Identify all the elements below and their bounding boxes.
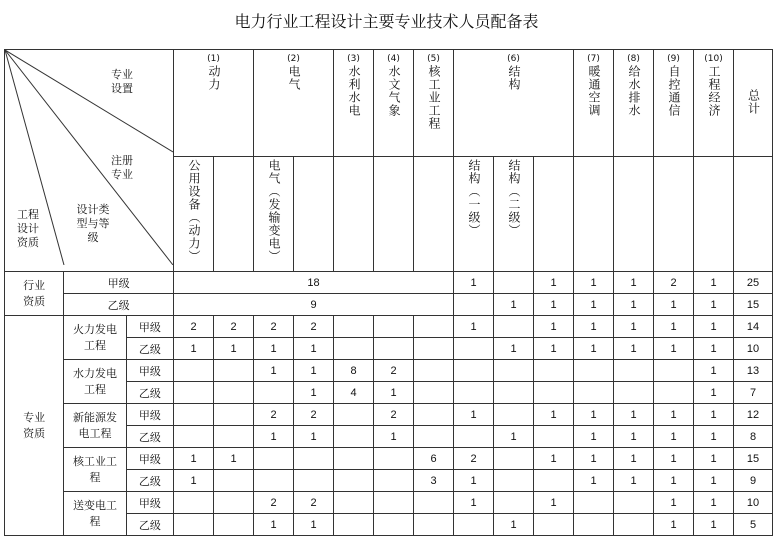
subheader-empty: [414, 157, 454, 272]
registered-specialty-label: 注册专业: [111, 154, 133, 181]
value-cell: 1: [454, 404, 494, 426]
value-cell: 1: [574, 470, 614, 492]
project-type-label: 送变电工程: [64, 492, 126, 536]
value-cell: 1: [174, 448, 214, 470]
corner-header-cell: [5, 50, 174, 272]
value-cell: 1: [374, 382, 414, 404]
value-cell: 1: [174, 470, 214, 492]
value-cell: 1: [654, 514, 694, 536]
value-cell: 1: [654, 448, 694, 470]
subheader-empty: [574, 157, 614, 272]
value-cell: 1: [534, 338, 574, 360]
value-cell: [374, 514, 414, 536]
value-cell: [654, 360, 694, 382]
grade-label: 乙级: [126, 470, 173, 492]
value-cell: 1: [254, 338, 294, 360]
value-cell: [494, 492, 534, 514]
value-cell: [454, 338, 494, 360]
value-cell: [214, 470, 254, 492]
value-cell: 1: [614, 338, 654, 360]
value-cell: 8: [334, 360, 374, 382]
value-cell: 2: [294, 316, 334, 338]
value-cell: 1: [454, 470, 494, 492]
value-cell: 1: [694, 448, 734, 470]
value-cell: [334, 338, 374, 360]
value-cell: 1: [614, 404, 654, 426]
subheader-empty: [374, 157, 414, 272]
value-cell: [374, 470, 414, 492]
value-cell: 1: [534, 492, 574, 514]
value-cell: [654, 382, 694, 404]
value-cell: 2: [294, 404, 334, 426]
value-cell: [414, 316, 454, 338]
page-title: 电力行业工程设计主要专业技术人员配备表: [234, 12, 539, 31]
value-cell: [574, 492, 614, 514]
value-cell: [534, 360, 574, 382]
group-header-control: (9) 自控通信: [654, 50, 694, 157]
subheader-power-public: 公用设备（动力）: [174, 157, 214, 272]
value-cell: 13: [734, 360, 773, 382]
value-cell: 2: [374, 360, 414, 382]
value-cell: 1: [694, 514, 734, 536]
value-cell: [214, 382, 254, 404]
value-cell: 1: [694, 294, 734, 316]
value-cell: 1: [534, 272, 574, 294]
value-cell: 1: [694, 404, 734, 426]
value-cell: 1: [494, 294, 534, 316]
value-cell: [614, 360, 654, 382]
project-type-label: 火力发电工程: [64, 316, 126, 360]
value-cell: 1: [654, 404, 694, 426]
grade-label: 甲级: [126, 448, 173, 470]
value-cell: 1: [294, 426, 334, 448]
subheader-empty: [334, 157, 374, 272]
value-cell: 1: [214, 448, 254, 470]
value-cell: [534, 426, 574, 448]
subheader-electrical-gen: 电气（发输变电）: [254, 157, 294, 272]
value-cell: 2: [374, 404, 414, 426]
table-row: [5, 360, 773, 382]
value-cell: 1: [574, 448, 614, 470]
value-cell: 2: [294, 492, 334, 514]
value-cell: [614, 514, 654, 536]
value-cell: 1: [694, 272, 734, 294]
value-cell: [254, 448, 294, 470]
group-header-hvac: (7) 暖通空调: [574, 50, 614, 157]
value-cell: [334, 514, 374, 536]
value-cell: 1: [214, 338, 254, 360]
value-cell: 1: [614, 470, 654, 492]
value-cell: 1: [574, 426, 614, 448]
value-cell: [174, 426, 214, 448]
value-cell: [534, 382, 574, 404]
grade-label: 甲级: [126, 360, 173, 382]
value-cell: [334, 470, 374, 492]
value-cell: [494, 404, 534, 426]
value-cell: [454, 382, 494, 404]
value-cell: 1: [174, 338, 214, 360]
subheader-empty: [614, 157, 654, 272]
grade-label: 乙级: [126, 426, 173, 448]
value-cell: [214, 514, 254, 536]
value-cell: 2: [254, 492, 294, 514]
grade-label: 甲级: [126, 404, 173, 426]
value-cell: 1: [694, 426, 734, 448]
value-cell: 1: [454, 316, 494, 338]
value-cell: [374, 448, 414, 470]
value-cell: [534, 470, 574, 492]
value-cell: [574, 360, 614, 382]
value-cell: 10: [734, 338, 773, 360]
project-type-label: 核工业工程: [64, 448, 126, 492]
value-cell: 2: [214, 316, 254, 338]
value-cell: 1: [254, 426, 294, 448]
value-cell: [454, 360, 494, 382]
table-row: [5, 448, 773, 470]
value-cell: 1: [694, 360, 734, 382]
value-cell: [414, 426, 454, 448]
value-cell: [174, 514, 214, 536]
value-cell: [334, 316, 374, 338]
value-cell: 1: [454, 272, 494, 294]
value-cell: 1: [534, 316, 574, 338]
value-cell: 7: [734, 382, 773, 404]
subheader-empty: [294, 157, 334, 272]
value-cell: [534, 514, 574, 536]
value-cell: [214, 492, 254, 514]
value-cell: [414, 360, 454, 382]
value-cell: [334, 426, 374, 448]
value-cell: 1: [494, 426, 534, 448]
value-cell: 1: [294, 382, 334, 404]
value-cell: [614, 492, 654, 514]
value-cell: [494, 316, 534, 338]
value-cell: [254, 470, 294, 492]
value-cell: 1: [454, 492, 494, 514]
value-cell: [494, 470, 534, 492]
table-row: [5, 404, 773, 426]
value-cell: [494, 272, 534, 294]
project-type-label: 新能源发电工程: [64, 404, 126, 448]
value-cell: [174, 492, 214, 514]
value-cell: 1: [654, 492, 694, 514]
subheader-empty: [214, 157, 254, 272]
value-cell: 6: [414, 448, 454, 470]
value-cell: [414, 338, 454, 360]
value-cell: 5: [734, 514, 773, 536]
value-cell: [414, 382, 454, 404]
value-cell: 1: [654, 294, 694, 316]
design-type-grade-label: 设计类型与等级: [76, 203, 110, 244]
specialty-qualification-label: 专业资质: [5, 316, 64, 536]
value-cell: 9: [734, 470, 773, 492]
value-cell: 1: [494, 338, 534, 360]
value-cell: [214, 360, 254, 382]
grade-label: 甲级: [126, 492, 173, 514]
value-cell: 4: [334, 382, 374, 404]
value-cell: 1: [254, 360, 294, 382]
value-cell: 1: [614, 316, 654, 338]
grade-label: 乙级: [126, 382, 173, 404]
qualification-label: 工程设计资质: [17, 208, 39, 249]
value-cell: [174, 360, 214, 382]
value-cell: 1: [614, 294, 654, 316]
subheader-empty: [654, 157, 694, 272]
value-cell: 25: [734, 272, 773, 294]
group-header-structure: (6) 结构: [454, 50, 574, 157]
value-cell: 2: [254, 316, 294, 338]
subheader-empty: [694, 157, 734, 272]
table-row: [5, 272, 773, 294]
value-cell: 1: [534, 294, 574, 316]
value-cell: 1: [374, 426, 414, 448]
group-header-electrical: (2) 电气: [254, 50, 334, 157]
table-row: [5, 492, 773, 514]
group-header-nuclear: (5) 核工业工程: [414, 50, 454, 157]
value-cell: 2: [254, 404, 294, 426]
subheader-structure-1: 结构（一级）: [454, 157, 494, 272]
value-cell: 1: [694, 338, 734, 360]
table-row: [5, 316, 773, 338]
value-cell: 1: [654, 316, 694, 338]
value-cell: 1: [574, 338, 614, 360]
value-cell: [494, 360, 534, 382]
group-header-power: (1) 动力: [174, 50, 254, 157]
value-cell: 1: [694, 492, 734, 514]
value-cell: [374, 492, 414, 514]
value-cell: 1: [574, 272, 614, 294]
value-cell: 1: [694, 382, 734, 404]
value-cell: [454, 294, 494, 316]
value-cell: [174, 382, 214, 404]
grade-label: 甲级: [64, 272, 174, 294]
value-cell: 1: [294, 360, 334, 382]
value-cell: 1: [494, 514, 534, 536]
subheader-empty: [534, 157, 574, 272]
value-cell: [334, 492, 374, 514]
value-cell: [294, 470, 334, 492]
value-cell: [454, 426, 494, 448]
value-cell: [614, 382, 654, 404]
value-cell: [214, 404, 254, 426]
value-cell: 1: [654, 470, 694, 492]
group-header-hydro: (3) 水利水电: [334, 50, 374, 157]
value-cell: 1: [534, 404, 574, 426]
value-cell: [254, 382, 294, 404]
value-cell: 1: [694, 316, 734, 338]
table-row: [5, 294, 773, 316]
value-cell: 1: [694, 470, 734, 492]
industry-qualification-label: 行业资质: [5, 272, 64, 316]
merged-value-cell: 18: [174, 272, 454, 294]
value-cell: 14: [734, 316, 773, 338]
merged-value-cell: 9: [174, 294, 454, 316]
value-cell: 1: [574, 404, 614, 426]
value-cell: [174, 404, 214, 426]
grade-label: 甲级: [126, 316, 173, 338]
value-cell: 2: [174, 316, 214, 338]
value-cell: 1: [254, 514, 294, 536]
value-cell: 1: [614, 272, 654, 294]
value-cell: [414, 492, 454, 514]
value-cell: [334, 448, 374, 470]
value-cell: [414, 514, 454, 536]
value-cell: 2: [654, 272, 694, 294]
specialty-setting-label: 专业设置: [111, 68, 133, 95]
project-type-label: 水力发电工程: [64, 360, 126, 404]
value-cell: [414, 404, 454, 426]
subheader-structure-2: 结构（二级）: [494, 157, 534, 272]
value-cell: 1: [614, 426, 654, 448]
group-header-water: (8) 给水排水: [614, 50, 654, 157]
value-cell: 8: [734, 426, 773, 448]
value-cell: [334, 404, 374, 426]
value-cell: 3: [414, 470, 454, 492]
value-cell: [214, 426, 254, 448]
value-cell: [374, 316, 414, 338]
value-cell: 2: [454, 448, 494, 470]
value-cell: 1: [534, 448, 574, 470]
group-header-total: 总计: [734, 50, 773, 157]
value-cell: 1: [574, 316, 614, 338]
value-cell: 1: [654, 338, 694, 360]
value-cell: 1: [294, 514, 334, 536]
staffing-table: [4, 49, 773, 536]
value-cell: 1: [614, 448, 654, 470]
value-cell: 1: [294, 338, 334, 360]
value-cell: 1: [654, 426, 694, 448]
value-cell: 15: [734, 448, 773, 470]
value-cell: [294, 448, 334, 470]
value-cell: 1: [574, 294, 614, 316]
grade-label: 乙级: [126, 514, 173, 536]
subheader-empty: [734, 157, 773, 272]
value-cell: 12: [734, 404, 773, 426]
value-cell: [454, 514, 494, 536]
group-header-hydrology: (4) 水文气象: [374, 50, 414, 157]
value-cell: [574, 382, 614, 404]
value-cell: [494, 382, 534, 404]
value-cell: [574, 514, 614, 536]
value-cell: [374, 338, 414, 360]
value-cell: [494, 448, 534, 470]
grade-label: 乙级: [64, 294, 174, 316]
group-header-economics: (10) 工程经济: [694, 50, 734, 157]
value-cell: 15: [734, 294, 773, 316]
grade-label: 乙级: [126, 338, 173, 360]
value-cell: 10: [734, 492, 773, 514]
